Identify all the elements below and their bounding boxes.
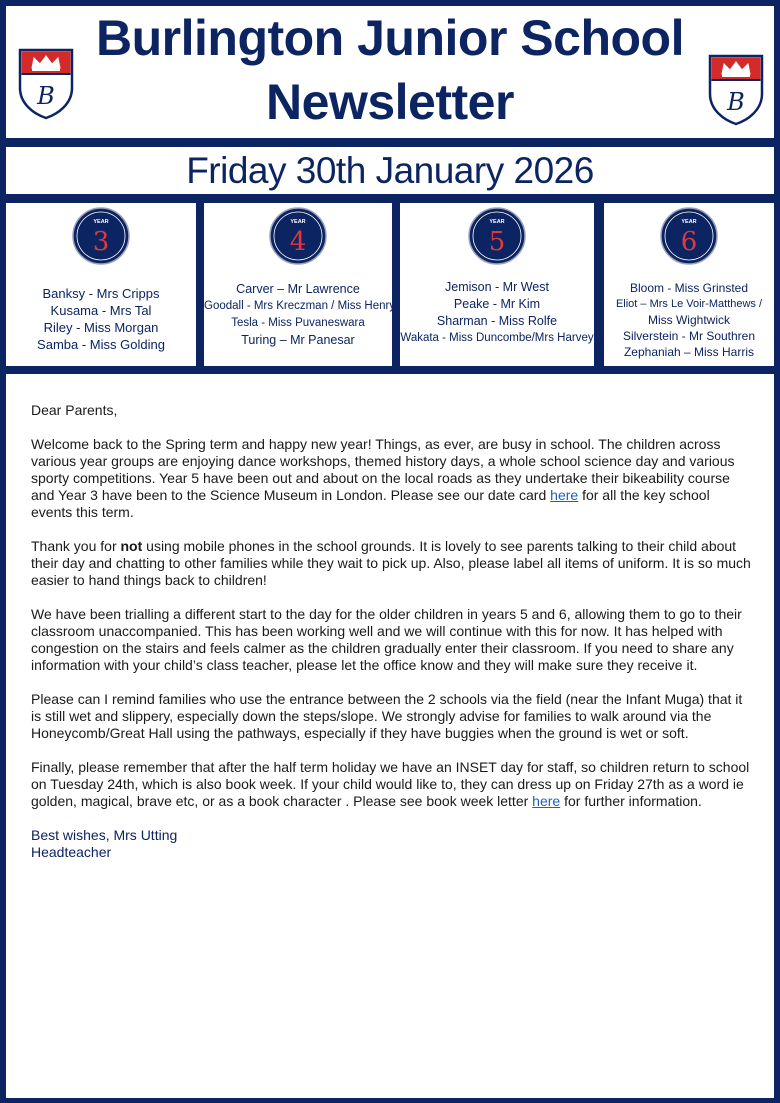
paragraph-text: Welcome back to the Spring term and happy new year! Things, as ever, are busy in school. The children across various year groups are enjoying dance workshops, themed history days, a whole school science day and various sporty competitions. Year 5 have been out and about on the local roads as they undertake their bikeability course and Year 3 have been to the Science Museum in London. Please see our date card <box>31 436 735 503</box>
class-item: Banksy - Mrs Cripps <box>42 286 160 301</box>
class-item: Kusama - Mrs Tal <box>50 303 152 318</box>
badge-number: 4 <box>289 227 307 257</box>
paragraph-text: Finally, please remember that after the half term holiday we have an INSET day for staff, so children return to school on Tuesday 24th, which is also book week. If your child would like to, they can dress up on Friday 27th as a word ie golden, magical, brave etc, or as a book character . Please see book week letter <box>31 759 750 809</box>
class-item: Sharman - Miss Rolfe <box>436 314 558 328</box>
letter-paragraph-4: Please can I remind families who use the entrance between the 2 schools via the field (near the Infant Muga) that it is still wet and slippery, especially down the steps/slope. We strongly advise for families to walk around via the Honeycomb/Great Hall using the pathways, especially if they have buggies when the ground is wet or soft. <box>31 691 743 741</box>
year-5-box <box>400 203 594 366</box>
paragraph-text: using mobile phones in the school grounds. It is lovely to see parents talking to their child about their day and chatting to other families while they wait to pick up. Also, please label all items of uniform. It is so much easier to hand things back to children! <box>31 538 751 588</box>
year-6-badge <box>659 206 719 266</box>
year-5-class-list <box>400 279 594 347</box>
year-5-badge <box>467 206 527 266</box>
letter-body <box>31 402 751 861</box>
newsletter-date: Friday 30th January 2026 <box>6 147 774 194</box>
class-item: Zephaniah – Miss Harris <box>623 345 755 359</box>
class-item: Bloom - Miss Grinsted <box>629 281 749 295</box>
letter-paragraph-5 <box>31 759 751 810</box>
title-line-1: Burlington Junior School <box>96 10 684 66</box>
letter-paragraph-1 <box>31 436 751 521</box>
class-item: Miss Wightwick <box>647 313 730 327</box>
badge-number: 5 <box>488 227 506 257</box>
class-item: Jemison - Mr West <box>445 280 549 294</box>
year-4-class-list <box>204 281 396 349</box>
year-4-box <box>204 203 396 366</box>
crest-letter: B <box>727 88 745 116</box>
crest-letter: B <box>37 82 55 110</box>
year-4-badge <box>268 206 328 266</box>
class-item: Samba - Miss Golding <box>37 337 165 352</box>
class-item: Riley - Miss Morgan <box>43 320 159 335</box>
school-crest-logo-left <box>18 48 74 120</box>
class-item: Carver – Mr Lawrence <box>236 282 360 296</box>
year-3-class-list <box>6 285 196 353</box>
date-card-link[interactable]: here <box>550 487 579 503</box>
title-line-2: Newsletter <box>266 74 514 130</box>
class-item: Silverstein - Mr Southren <box>622 329 756 343</box>
frame-bottom <box>0 1098 780 1103</box>
badge-label: YEAR <box>681 219 697 225</box>
badge-label: YEAR <box>93 219 109 225</box>
paragraph-text: for all the key school events this term. <box>31 487 710 520</box>
badge-label: YEAR <box>489 219 505 225</box>
badge-label: YEAR <box>290 219 306 225</box>
letter-paragraph-3: We have been trialling a different start to the day for the older children in years 5 and 6, allowing them to go to their classroom unaccompanied. This has been working well and we will continue with this for now. It has helped with congestion on the stairs and feels calmer as the children gradually enter their classroom. If you need to share any information with your child’s class teacher, please let the office know and they will make sure they receive it. <box>31 606 742 673</box>
badge-number: 6 <box>680 227 698 257</box>
class-item: Turing – Mr Panesar <box>241 333 355 347</box>
school-crest-logo-right <box>708 54 764 126</box>
letter-paragraph-2 <box>31 538 751 589</box>
divider-band <box>0 194 780 203</box>
divider-band <box>0 138 780 147</box>
year-3-badge <box>71 206 131 266</box>
divider-band <box>0 366 780 374</box>
letter-greeting: Dear Parents, <box>31 402 118 418</box>
year-6-class-list <box>604 280 774 360</box>
class-item: Goodall - Mrs Kreczman / Miss Henry <box>204 300 396 312</box>
paragraph-text: Thank you for <box>31 538 121 554</box>
frame-right <box>774 0 780 1103</box>
newsletter-header <box>6 6 774 138</box>
class-item: Peake - Mr Kim <box>453 297 541 311</box>
year-3-box <box>6 203 196 366</box>
class-item: Wakata - Miss Duncombe/Mrs Harvey <box>400 332 594 344</box>
letter-signoff: Best wishes, Mrs Utting <box>31 827 178 843</box>
emphasis-text: not <box>120 538 143 554</box>
paragraph-text: for further information. <box>560 793 702 809</box>
class-item: Eliot – Mrs Le Voir-Matthews / <box>615 298 763 310</box>
class-item: Tesla - Miss Puvaneswara <box>231 317 365 329</box>
year-groups-panel <box>0 203 780 366</box>
page-title <box>6 6 774 134</box>
badge-number: 3 <box>92 227 110 257</box>
year-6-box <box>604 203 774 366</box>
letter-signoff-title: Headteacher <box>31 844 112 860</box>
book-week-letter-link[interactable]: here <box>532 793 561 809</box>
